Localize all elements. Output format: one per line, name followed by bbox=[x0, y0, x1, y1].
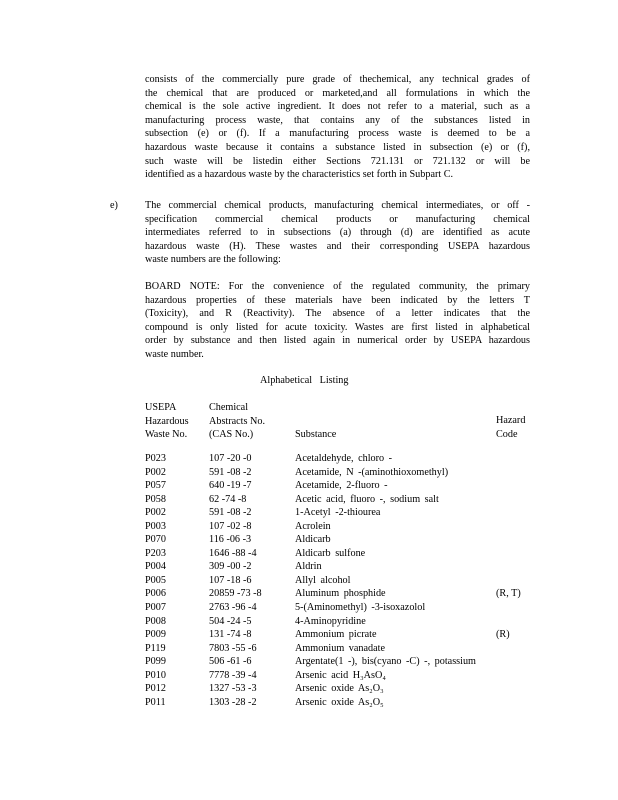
substance-cell: Acetaldehyde, chloro - bbox=[295, 453, 393, 464]
header-substance: Substance bbox=[295, 429, 337, 440]
table-row bbox=[145, 696, 565, 710]
cas-number-cell: 1646 -88 -4 bbox=[209, 547, 257, 559]
text-line: order by substance and then listed again in numerical order by USEPA hazardous bbox=[145, 335, 530, 347]
paragraph-subsection-e bbox=[145, 199, 530, 267]
waste-number-cell: P023 bbox=[145, 453, 166, 464]
waste-number-cell: P005 bbox=[145, 574, 166, 586]
substance-cell: Acetamide, N -(aminothioxomethyl) bbox=[295, 466, 449, 478]
text-line: waste numbers are the following: bbox=[145, 254, 281, 266]
text-line: hazardous waste because it contains a substance listed in subsection (e) or (f), bbox=[145, 141, 530, 153]
substance-cell: 5-(Aminomethyl) -3-isoxazolol bbox=[295, 602, 426, 614]
table-row bbox=[145, 547, 565, 561]
table-row bbox=[145, 574, 565, 588]
substance-cell: Ammonium vanadate bbox=[295, 642, 385, 654]
waste-number-cell: P011 bbox=[145, 696, 166, 708]
substance-cell: Aluminum phosphide bbox=[295, 588, 386, 600]
cas-number-cell: 62 -74 -8 bbox=[209, 493, 247, 505]
waste-number-cell: P007 bbox=[145, 602, 166, 614]
cas-number-cell: 107 -20 -0 bbox=[209, 453, 252, 464]
table-row bbox=[145, 669, 565, 683]
text-line: waste number. bbox=[145, 348, 204, 360]
table-row bbox=[145, 466, 565, 480]
text-line: hazardous properties of these materials have been indicated by the letters T bbox=[145, 294, 530, 306]
text-line: specification commercial chemical products or manufacturing chemical bbox=[145, 213, 530, 225]
cas-number-cell: 7778 -39 -4 bbox=[209, 669, 257, 681]
table-row bbox=[145, 452, 565, 466]
substance-cell: Arsenic oxide As₂O₃ bbox=[295, 683, 384, 695]
paragraph-continuation bbox=[145, 73, 530, 182]
substance-cell: 1-Acetyl -2-thiourea bbox=[295, 507, 381, 519]
waste-number-cell: P010 bbox=[145, 669, 166, 681]
cas-number-cell: 1327 -53 -3 bbox=[209, 683, 257, 695]
subsection-marker: e) bbox=[110, 200, 118, 211]
waste-number-cell: P002 bbox=[145, 466, 166, 478]
cas-number-cell: 107 -02 -8 bbox=[209, 520, 252, 532]
table-row bbox=[145, 628, 565, 642]
cas-number-cell: 591 -08 -2 bbox=[209, 507, 252, 519]
substance-cell: 4-Aminopyridine bbox=[295, 615, 366, 627]
substance-cell: Acrolein bbox=[295, 520, 331, 532]
cas-number-cell: 504 -24 -5 bbox=[209, 615, 252, 627]
waste-number-cell: P002 bbox=[145, 507, 166, 519]
waste-number-cell: P008 bbox=[145, 615, 166, 627]
text-line: chemical is the sole active ingredient. It does not refer to a material, such as a bbox=[145, 101, 530, 113]
header-cas-no: Chemical Abstracts No. (CAS No.) bbox=[209, 402, 266, 441]
cas-number-cell: 506 -61 -6 bbox=[209, 656, 252, 668]
cas-number-cell: 309 -00 -2 bbox=[209, 561, 252, 573]
text-line: compound is only listed for acute toxicity. Wastes are first listed in alphabetical bbox=[145, 321, 530, 333]
table-row bbox=[145, 587, 565, 601]
text-line: intermediates referred to in subsections (a) through (d) are identified as acute bbox=[145, 227, 530, 239]
waste-number-cell: P119 bbox=[145, 642, 166, 654]
table-row bbox=[145, 560, 565, 574]
text-line: identified as a hazardous waste by the characteristics set forth in Subpart C. bbox=[145, 169, 454, 181]
board-note bbox=[145, 280, 530, 362]
substance-cell: Argentate(1 -), bis(cyano -C) -, potassium bbox=[295, 656, 476, 668]
cas-number-cell: 2763 -96 -4 bbox=[209, 602, 257, 614]
table-row bbox=[145, 601, 565, 615]
substance-cell: Acetamide, 2-fluoro - bbox=[295, 480, 388, 492]
waste-number-cell: P012 bbox=[145, 683, 166, 695]
text-line: hazardous waste (H). These wastes and their corresponding USEPA hazardous bbox=[145, 240, 530, 252]
table-row bbox=[145, 479, 565, 493]
cas-number-cell: 640 -19 -7 bbox=[209, 480, 252, 492]
listing-title: Alphabetical Listing bbox=[260, 375, 349, 386]
text-line: such waste will be listedin either Sections 721.131 or 721.132 or will be bbox=[145, 155, 530, 167]
text-line: manufacturing process waste, that contains any of the substances listed in bbox=[145, 114, 530, 126]
text-line: (Toxicity), and R (Reactivity). The absence of a letter indicates that the bbox=[145, 308, 530, 320]
cas-number-cell: 7803 -55 -6 bbox=[209, 642, 257, 654]
cas-number-cell: 107 -18 -6 bbox=[209, 574, 252, 586]
substance-cell: Arsenic oxide As₂O₅ bbox=[295, 696, 384, 708]
table-row bbox=[145, 506, 565, 520]
cas-number-cell: 20859 -73 -8 bbox=[209, 588, 262, 600]
waste-number-cell: P058 bbox=[145, 493, 166, 505]
text-line: consists of the commercially pure grade of thechemical, any technical grades of bbox=[145, 74, 530, 85]
substance-cell: Allyl alcohol bbox=[295, 574, 351, 586]
text-line: BOARD NOTE: For the convenience of the regulated community, the primary bbox=[145, 281, 530, 292]
waste-number-cell: P006 bbox=[145, 588, 166, 600]
header-hazard-code: Hazard Code bbox=[496, 415, 526, 440]
header-waste-no: USEPA Hazardous Waste No. bbox=[145, 402, 189, 441]
table-row bbox=[145, 493, 565, 507]
waste-number-cell: P099 bbox=[145, 656, 166, 668]
table-row bbox=[145, 655, 565, 669]
substance-cell: Arsenic acid H₃AsO₄ bbox=[295, 669, 386, 681]
substance-cell: Acetic acid, fluoro -, sodium salt bbox=[295, 493, 439, 505]
cas-number-cell: 1303 -28 -2 bbox=[209, 696, 257, 708]
waste-number-cell: P009 bbox=[145, 629, 166, 641]
hazard-code-cell: (R, T) bbox=[496, 588, 521, 600]
waste-listing-table bbox=[145, 452, 565, 709]
cas-number-cell: 131 -74 -8 bbox=[209, 629, 252, 641]
waste-number-cell: P070 bbox=[145, 534, 166, 546]
text-line: The commercial chemical products, manufacturing chemical intermediates, or off - bbox=[145, 200, 530, 211]
substance-cell: Aldicarb sulfone bbox=[295, 547, 366, 559]
table-row bbox=[145, 533, 565, 547]
cas-number-cell: 116 -06 -3 bbox=[209, 534, 252, 546]
waste-number-cell: P057 bbox=[145, 480, 166, 492]
table-row bbox=[145, 615, 565, 629]
text-line: subsection (e) or (f). If a manufacturing process waste is deemed to be a bbox=[145, 128, 530, 140]
substance-cell: Aldrin bbox=[295, 561, 322, 573]
table-row bbox=[145, 642, 565, 656]
substance-cell: Aldicarb bbox=[295, 534, 331, 546]
substance-cell: Ammonium picrate bbox=[295, 629, 377, 641]
cas-number-cell: 591 -08 -2 bbox=[209, 466, 252, 478]
table-row bbox=[145, 682, 565, 696]
table-row bbox=[145, 520, 565, 534]
waste-number-cell: P003 bbox=[145, 520, 166, 532]
waste-number-cell: P004 bbox=[145, 561, 166, 573]
text-line: the chemical that are produced or marketed,and all formulations in which the bbox=[145, 87, 530, 99]
hazard-code-cell: (R) bbox=[496, 629, 510, 641]
waste-number-cell: P203 bbox=[145, 547, 166, 559]
